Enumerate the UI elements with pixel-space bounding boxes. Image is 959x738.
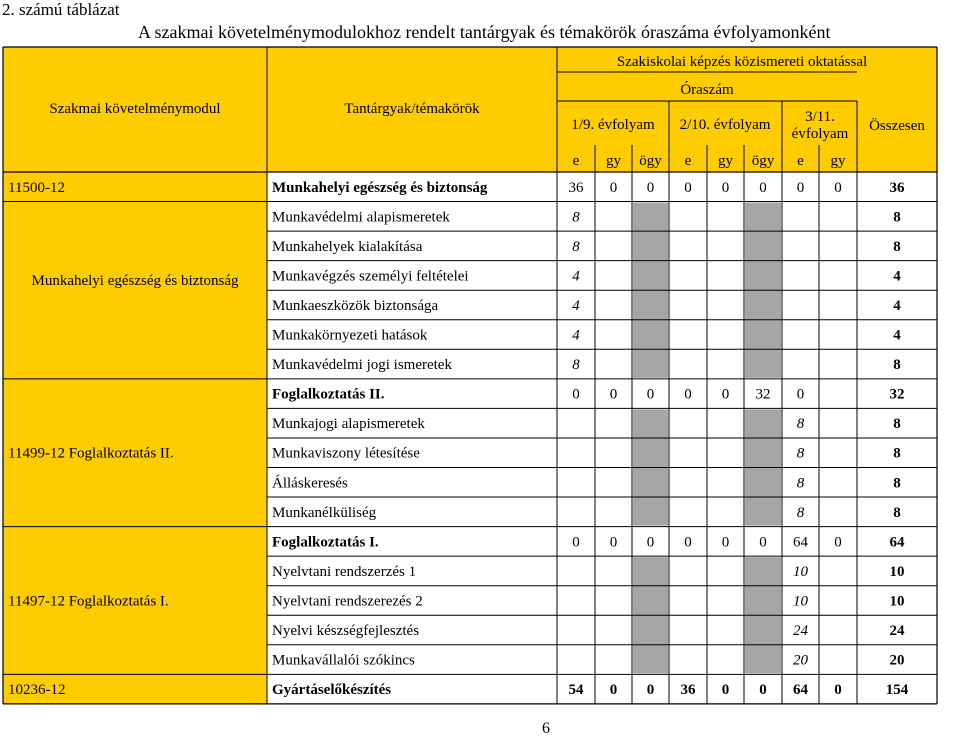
hours-value: 8 xyxy=(796,504,805,521)
hours-value: 0 xyxy=(721,386,730,403)
hours-value: 0 xyxy=(759,179,767,196)
subject-name: Munkanélküliség xyxy=(272,504,377,521)
hours-value: 64 xyxy=(793,682,808,699)
subject-name: Munkakörnyezeti hatások xyxy=(272,327,428,344)
hours-value: 0 xyxy=(609,179,618,196)
hours-value: 0 xyxy=(646,682,655,699)
hours-value: 4 xyxy=(572,268,580,285)
hours-value: 0 xyxy=(721,179,730,196)
page-number: 6 xyxy=(542,720,550,737)
hours-value: 36 xyxy=(568,179,584,196)
hours-value: 8 xyxy=(572,357,580,374)
subcolumn-header: gy xyxy=(830,153,846,169)
hours-value: 4 xyxy=(572,297,580,314)
hours-value: 0 xyxy=(796,179,805,196)
hours-value: 0 xyxy=(759,682,767,699)
total-value: 8 xyxy=(893,504,901,521)
subject-name: Munkahelyek kialakítása xyxy=(272,238,423,255)
module-code: 10236-12 xyxy=(8,682,66,699)
subject-name: Nyelvtani rendszerzés 1 xyxy=(272,563,417,580)
total-value: 32 xyxy=(889,386,905,403)
hours-value: 8 xyxy=(796,416,805,433)
total-value: 8 xyxy=(893,238,901,255)
module-group-label: 11497-12 Foglalkoztatás I. xyxy=(8,593,169,610)
subcolumn-header: ögy xyxy=(639,153,662,169)
hours-value: 64 xyxy=(793,534,808,551)
table-title: A szakmai követelménymodulokhoz rendelt tantárgyak és témakörök óraszáma évfolyamonként xyxy=(138,22,831,42)
total-value: 8 xyxy=(893,475,901,492)
subject-name: Nyelvtani rendszerezés 2 xyxy=(272,593,423,610)
subcolumn-header: gy xyxy=(718,153,733,169)
hours-value: 8 xyxy=(796,475,805,492)
hours-value: 10 xyxy=(793,563,808,580)
hours-value: 20 xyxy=(793,652,808,669)
hours-value: 0 xyxy=(609,682,618,699)
hours-value: 0 xyxy=(609,386,618,403)
hours-value: 0 xyxy=(721,682,730,699)
hours-value: 36 xyxy=(680,682,696,699)
module-column-header: Szakmai követelménymodul xyxy=(49,101,221,117)
subject-name: Nyelvi készségfejlesztés xyxy=(272,623,420,640)
year2-header: 2/10. évfolyam xyxy=(679,117,771,133)
subcolumn-header: e xyxy=(797,153,804,169)
module-group-cell xyxy=(3,202,267,379)
hours-value: 0 xyxy=(834,682,842,699)
total-value: 8 xyxy=(893,416,901,433)
hours-value: 24 xyxy=(793,623,808,640)
hours-value: 0 xyxy=(796,386,805,403)
module-group-label: Munkahelyi egészség és biztonság xyxy=(31,273,239,290)
hours-value: 0 xyxy=(721,534,730,551)
hours-value: 0 xyxy=(834,534,842,551)
hours-value: 0 xyxy=(834,179,842,196)
hours-header: Óraszám xyxy=(680,82,734,98)
subcolumn-header: e xyxy=(572,153,580,169)
total-value: 154 xyxy=(885,682,909,699)
total-value: 24 xyxy=(889,623,905,640)
subject-group-name: Foglalkoztatás II. xyxy=(272,386,385,403)
total-value: 4 xyxy=(893,268,901,285)
subject-name: Munkajogi alapismeretek xyxy=(272,416,425,433)
total-value: 36 xyxy=(889,179,905,196)
hours-value: 0 xyxy=(759,534,767,551)
total-value: 8 xyxy=(893,357,901,374)
hours-value: 32 xyxy=(755,386,771,403)
hours-value: 0 xyxy=(684,534,692,551)
subject-name: Munkaviszony létesítése xyxy=(272,445,420,462)
hours-value: 0 xyxy=(572,534,580,551)
year3-header-line2: évfolyam xyxy=(791,126,849,142)
total-value: 10 xyxy=(889,593,905,610)
subcolumn-header: ögy xyxy=(751,153,775,169)
hours-value: 0 xyxy=(646,179,655,196)
hours-value: 4 xyxy=(572,327,580,344)
hours-value: 0 xyxy=(572,386,580,403)
hours-value: 0 xyxy=(646,386,655,403)
total-value: 20 xyxy=(889,652,905,669)
year1-header: 1/9. évfolyam xyxy=(571,117,655,133)
total-value: 4 xyxy=(893,297,901,314)
subject-column-header: Tantárgyak/témakörök xyxy=(344,101,480,117)
hours-value: 8 xyxy=(796,445,805,462)
subject-name: Munkavégzés személyi feltételei xyxy=(272,268,469,285)
total-value: 64 xyxy=(889,534,905,551)
hours-value: 10 xyxy=(793,593,808,610)
hours-value: 54 xyxy=(568,682,584,699)
module-name: Munkahelyi egészség és biztonság xyxy=(272,179,488,196)
subject-group-name: Foglalkoztatás I. xyxy=(272,534,379,551)
subcolumn-header: e xyxy=(684,153,692,169)
subcolumn-header: gy xyxy=(606,153,621,169)
total-value: 8 xyxy=(893,445,901,462)
module-code: 11500-12 xyxy=(8,179,65,196)
total-header: Összesen xyxy=(869,118,925,134)
hours-value: 0 xyxy=(646,534,655,551)
module-group-label: 11499-12 Foglalkoztatás II. xyxy=(8,445,174,462)
module-name: Gyártáselőkészítés xyxy=(272,682,392,699)
hours-value: 0 xyxy=(684,179,692,196)
total-value: 4 xyxy=(893,327,901,344)
subject-name: Munkavállalói szókincs xyxy=(272,652,415,669)
subject-name: Munkavédelmi alapismeretek xyxy=(272,209,450,226)
hours-value: 0 xyxy=(684,386,692,403)
subject-name: Munkavédelmi jogi ismeretek xyxy=(272,357,452,374)
subject-name: Munkaeszközök biztonsága xyxy=(272,297,439,314)
hours-value: 8 xyxy=(572,238,580,255)
training-header: Szakiskolai képzés közismereti oktatással xyxy=(616,54,868,70)
total-value: 8 xyxy=(893,209,901,226)
subject-name: Álláskeresés xyxy=(272,475,348,492)
table-caption: 2. számú táblázat xyxy=(2,0,120,19)
total-value: 10 xyxy=(889,563,905,580)
year3-header-line1: 3/11. xyxy=(805,109,835,125)
hours-value: 8 xyxy=(572,209,580,226)
hours-value: 0 xyxy=(609,534,618,551)
